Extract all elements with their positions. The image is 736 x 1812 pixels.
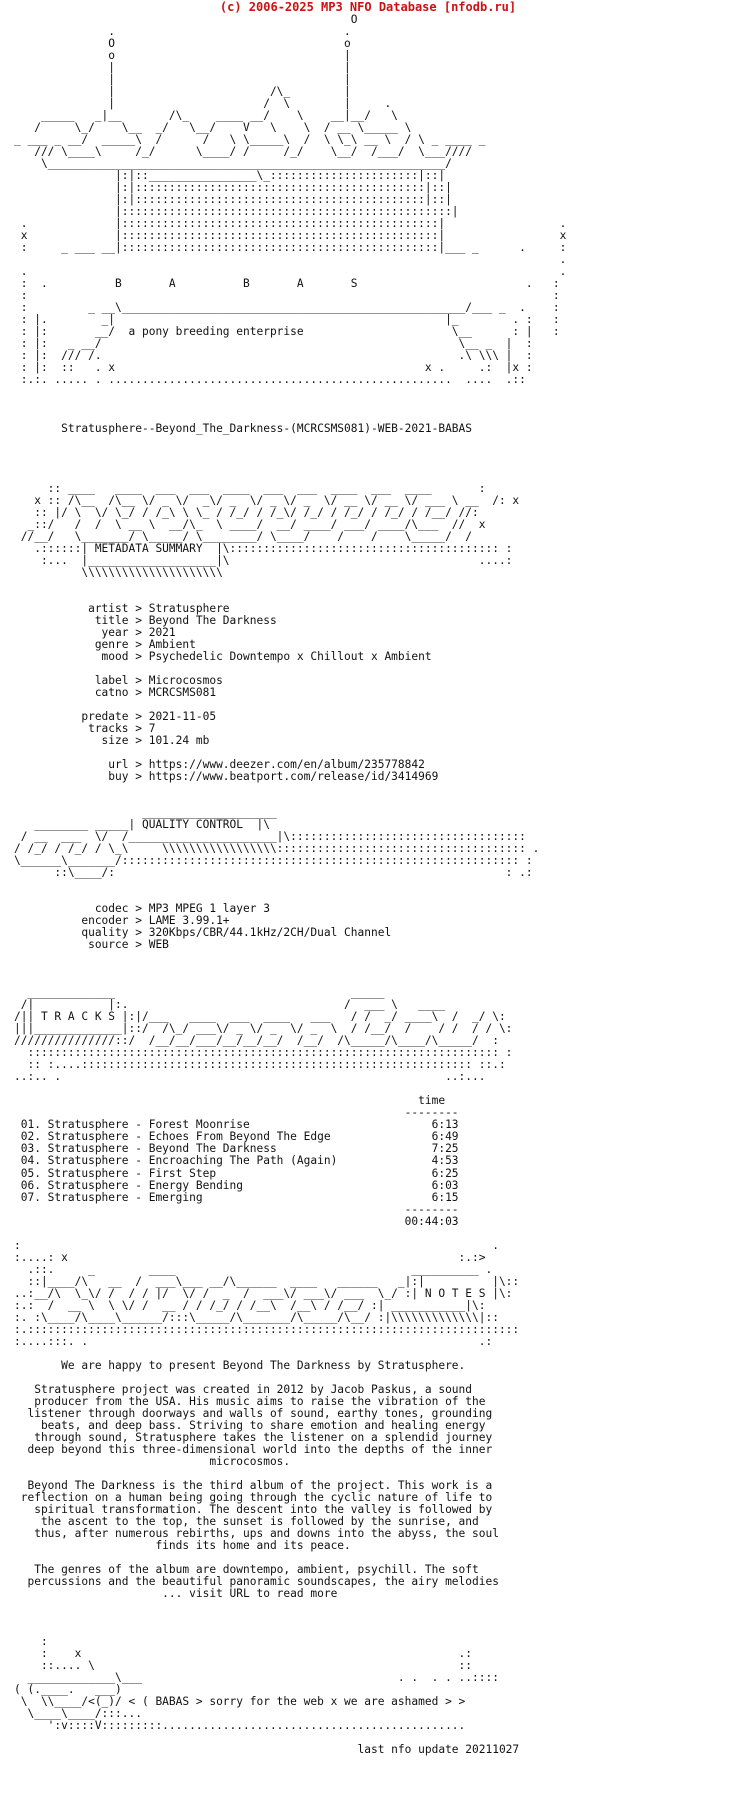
nfo-line: : |: _ __/ \__ _ | : <box>14 337 533 351</box>
nfo-line: :. :\____/\____\______/:::\_____/\_______/\_____/\__/ :|\\\\\\\\\\\\\|:: <box>14 1310 499 1324</box>
nfo-line: : x .: <box>14 1647 473 1661</box>
nfo-line: / /_/ / /_/ / \_\ \\\\\\\\\\\\\\\\\::::::::::::::::::::::::::::::::::::: . <box>14 842 540 856</box>
nfo-line: time <box>14 1094 446 1108</box>
nfo-line: :: :....:::::::::::::::::::::::::::::::::::::::::::::::::::::::::: ::.: <box>14 1058 506 1072</box>
nfo-line: _____ _|__ /\_ ____ __/ \ __|__/ \ <box>14 109 398 123</box>
nfo-line <box>14 591 736 603</box>
nfo-line <box>14 951 736 963</box>
nfo-line: The genres of the album are downtempo, ambient, psychill. The soft <box>14 1563 479 1577</box>
nfo-line: /|| T R A C K S |:|/___ ____ ___ ____ ___ / / _/ ____\ / _/ \: <box>14 1010 506 1024</box>
nfo-line: reflection on a human being going through the cyclic nature of life to <box>14 1490 493 1504</box>
nfo-line <box>14 399 736 411</box>
nfo-line: : _ ___ __|:::::::::::::::::::::::::::::::::::::::::::::::|___ _ . : <box>14 241 567 255</box>
nfo-line: o | <box>14 49 351 63</box>
nfo-line: : |. _| |_ . : : <box>14 313 560 327</box>
nfo-line: 00:44:03 <box>14 1214 459 1228</box>
nfo-line: thus, after numerous rebirths, ups and downs into the abyss, the soul <box>14 1526 499 1540</box>
nfo-line: Stratusphere project was created in 2012 by Jacob Paskus, a sound <box>14 1382 473 1396</box>
nfo-line: : |: :: . x x . .: |x : <box>14 361 533 375</box>
nfo-line: quality > 320Kbps/CBR/44.1kHz/2CH/Dual Channel <box>14 926 392 940</box>
nfo-line: : <box>14 1635 48 1649</box>
nfo-line: \___________________________________________________________/ <box>14 157 452 171</box>
nfo-line: |:|:::::::::::::::::::::::::::::::::::::::::::|::| <box>14 181 452 195</box>
nfo-line: 02. Stratusphere - Echoes From Beyond The Edge 6:49 <box>14 1130 459 1144</box>
nfo-line: . . <box>14 25 351 39</box>
nfo-line: /// \____\ /_/ \____/ / /_/ \__/ /___/ \___//// <box>14 145 479 159</box>
nfo-line <box>14 386 736 398</box>
nfo-line: : _ __\___________________________________________________/___ _ . : <box>14 301 560 315</box>
nfo-line: year > 2021 <box>14 625 176 639</box>
nfo-line: x |:::::::::::::::::::::::::::::::::::::::::::::::| x <box>14 229 567 243</box>
nfo-line: predate > 2021-11-05 <box>14 709 217 723</box>
nfo-line: ::|____/\ __ / ___\___ __/\______ ____ ______ _|:| |\:: <box>14 1274 520 1288</box>
nfo-line: microcosmos. <box>14 1454 291 1468</box>
nfo-line: .::::::| METADATA SUMMARY |\:::::::::::::::::::::::::::::::::::::::: : <box>14 541 513 555</box>
nfo-line <box>14 579 736 591</box>
nfo-line <box>14 963 736 975</box>
nfo-line: . |:::::::::::::::::::::::::::::::::::::::::::::::| . <box>14 217 567 231</box>
nfo-line: title > Beyond The Darkness <box>14 613 277 627</box>
nfo-line: 03. Stratusphere - Beyond The Darkness 7:25 <box>14 1142 459 1156</box>
nfo-line <box>14 879 736 891</box>
nfo-line: / __ ___ \/ /______________________|\::::::::::::::::::::::::::::::::::: <box>14 830 526 844</box>
nfo-line: \______\_______/::::::::::::::::::::::::::::::::::::::::::::::::::::::::::: : <box>14 854 533 868</box>
nfo-line: artist > Stratusphere <box>14 601 230 615</box>
nfo-line: percussions and the beautiful panoramic soundscapes, the airy melodies <box>14 1575 499 1589</box>
nfo-line: .::. _ ____ __________ . <box>14 1262 493 1276</box>
nfo-line: spiritual transformation. The descent into the valley is followed by <box>14 1502 493 1516</box>
nfo-line: through sound, Stratusphere takes the listener on a splendid journey <box>14 1430 493 1444</box>
nfo-line: : . <box>14 1238 499 1252</box>
nfo-line: finds its home and its peace. <box>14 1538 351 1552</box>
nfo-line: |:::::::::::::::::::::::::::::::::::::::::::::::::| <box>14 205 459 219</box>
nfo-line: -------- <box>14 1106 459 1120</box>
nfo-line: |||_____________|::/ /\_/ ___\/ _ \/ _ \/ _ \ / /__/ / / / / / \: <box>14 1022 513 1036</box>
nfo-line: :... |___________________|\ ....: <box>14 553 513 567</box>
nfo-line: :.: / __ \ \ \/ / __ / / /_/ / /__\ /__\ / /__/ :| ___________|\: <box>14 1298 486 1312</box>
nfo-line: /| |:. / ___ \ ____ <box>14 998 446 1012</box>
nfo-line: listener through doorways and walls of sound, earthy tones, grounding <box>14 1406 493 1420</box>
nfo-line: catno > MCRCSMS081 <box>14 685 217 699</box>
nfo-line <box>14 435 736 447</box>
nfo-line <box>14 1624 736 1636</box>
nfo-line: ':v::::V:::::::::............................................. <box>14 1719 466 1733</box>
nfo-line: ( (.____. ___) <box>14 1683 122 1697</box>
nfo-line: ///////////////::/ /__/__/___/__/__/__/ /__/ /\_____/\____/\_____/ : <box>14 1034 499 1048</box>
nfo-line: ____________________ <box>14 806 277 820</box>
nfo-document <box>14 14 736 1756</box>
nfo-line: genre > Ambient <box>14 637 196 651</box>
nfo-line: last nfo update 20211027 <box>14 1743 520 1757</box>
nfo-line: |:|::________________\_::::::::::::::::::::::|::| <box>14 169 446 183</box>
nfo-line <box>14 411 736 423</box>
nfo-line: the ascent to the top, the sunset is followed by the sunrise, and <box>14 1514 479 1528</box>
nfo-line: deep beyond this three-dimensional world into the depths of the inner <box>14 1442 493 1456</box>
nfo-line: / \_/ \__ _/ \__/ V \ \ / __ \_____ \ <box>14 121 412 135</box>
nfo-line: mood > Psychedelic Downtempo x Chillout x Ambient <box>14 649 432 663</box>
nfo-line: : : <box>14 289 560 303</box>
nfo-line: x :: /\__ /\__ \/ _ \/ _\/ _ \/ _ \/ _ \/ __ \/ __ \/ ___ \ __ /: x <box>14 493 520 507</box>
nfo-line: producer from the USA. His music aims to raise the vibration of the <box>14 1394 486 1408</box>
nfo-line: 05. Stratusphere - First Step 6:25 <box>14 1166 459 1180</box>
nfo-line <box>14 1612 736 1624</box>
nfo-line: :.::::::::::::::::::::::::::::::::::::::::::::::::::::::::::::::::::::::::: <box>14 1322 520 1336</box>
nfo-line <box>14 459 736 471</box>
nfo-line: O o <box>14 37 351 51</box>
nfo-line <box>14 1372 736 1384</box>
nfo-line: |:|:::::::::::::::::::::::::::::::::::::::::::|::| <box>14 193 452 207</box>
nfo-line: _____________\___ . . . . ..:::: <box>14 1671 499 1685</box>
nfo-line: \____\____/:::... <box>14 1707 142 1721</box>
nfo-line <box>14 1600 736 1612</box>
nfo-line: :....: x :.:> <box>14 1250 486 1264</box>
site-header: (c) 2006-2025 MP3 NFO Database [nfodb.ru] <box>219 0 517 14</box>
nfo-line <box>14 1348 736 1360</box>
nfo-line: _::/ / / \ __ \ __/\_ \ ____/ __/ ____/ ___/ ____/\___ // x <box>14 517 486 531</box>
nfo-line <box>14 471 736 483</box>
nfo-line: beats, and deep bass. Striving to share emotion and healing energy <box>14 1418 486 1432</box>
nfo-line: :::::::::::::::::::::::::::::::::::::::::::::::::::::::::::::::::::::: : <box>14 1046 513 1060</box>
nfo-line: ::.... \ :: <box>14 1659 473 1673</box>
nfo-line: url > https://www.deezer.com/en/album/235778842 <box>14 757 425 771</box>
nfo-line: . <box>14 253 567 267</box>
nfo-line <box>14 1228 736 1240</box>
nfo-line: : |: /// /. .\ \\\ | : <box>14 349 533 363</box>
nfo-line: -------- <box>14 1202 459 1216</box>
nfo-line: | /\_ | <box>14 85 351 99</box>
nfo-line: _ ___ _ __/ _____\ / / \ \_____\ / \ \_\ __ \ / \ _ ____ _ <box>14 133 486 147</box>
nfo-line: buy > https://www.beatport.com/release/id/3414969 <box>14 769 439 783</box>
nfo-line: O <box>14 13 358 26</box>
nfo-line: size > 101.24 mb <box>14 733 210 747</box>
nfo-line: : . B A B A S . : <box>14 277 560 291</box>
nfo-line: | | <box>14 61 351 75</box>
nfo-line: :: ____ ____ ___ ___ ____ ___ ___ ____ ___ ____ : <box>14 481 486 495</box>
nfo-line: 01. Stratusphere - Forest Moonrise 6:13 <box>14 1118 459 1132</box>
nfo-line: Beyond The Darkness is the third album of the project. This work is a <box>14 1478 493 1492</box>
nfo-line: 07. Stratusphere - Emerging 6:15 <box>14 1190 459 1204</box>
nfo-line <box>14 783 736 795</box>
nfo-line: \ \\____/<(_)/ < ( BABAS > sorry for the web x we are ashamed > > <box>14 1695 466 1709</box>
nfo-line: | / \ | . <box>14 97 392 111</box>
nfo-line: We are happy to present Beyond The Darkness by Stratusphere. <box>14 1358 466 1372</box>
nfo-line: ..:__/\ \_\/ / / / |/ \/ / _ / ___\/ ___\/ ___ \_/ :| N O T E S |\: <box>14 1286 513 1300</box>
nfo-line: 06. Stratusphere - Energy Bending 6:03 <box>14 1178 459 1192</box>
nfo-line: ________ _____| QUALITY CONTROL |\ <box>14 818 270 832</box>
nfo-line: Stratusphere--Beyond_The_Darkness-(MCRCSMS081)-WEB-2021-BABAS <box>14 421 473 435</box>
nfo-line: ..:.. . ..:... <box>14 1070 486 1084</box>
nfo-line <box>14 447 736 459</box>
nfo-line: 04. Stratusphere - Encroaching The Path (Again) 4:53 <box>14 1154 459 1168</box>
nfo-line: ::\____/: : .: <box>14 866 533 880</box>
nfo-line: encoder > LAME 3.99.1+ <box>14 914 230 928</box>
nfo-line: : |: __/ a pony breeding enterprise \__ : | : <box>14 325 560 339</box>
nfo-line: \\\\\\\\\\\\\\\\\\\\\ <box>14 565 223 579</box>
nfo-line: | | <box>14 73 351 87</box>
nfo-line: . . <box>14 265 567 279</box>
nfo-line: ... visit URL to read more <box>14 1587 338 1601</box>
nfo-line: source > WEB <box>14 938 169 952</box>
nfo-line: codec > MP3 MPEG 1 layer 3 <box>14 902 270 916</box>
nfo-line: :: |/ \ \/ \_/ / /_\ \ \_ / /_/ / /_\/ /_/ / /_/ / /_/ / /__/ //: <box>14 505 479 519</box>
nfo-line: //__/ \_______/ \_____/ \________/ \____/ / / \_____/ / <box>14 529 473 543</box>
nfo-line: :....:::. . .: <box>14 1334 493 1348</box>
nfo-line: tracks > 7 <box>14 721 156 735</box>
nfo-line: _____________ _____ <box>14 986 385 1000</box>
nfo-line: :.:. ..... . ................................................... .... .:: <box>14 373 526 387</box>
nfo-line: label > Microcosmos <box>14 673 223 687</box>
